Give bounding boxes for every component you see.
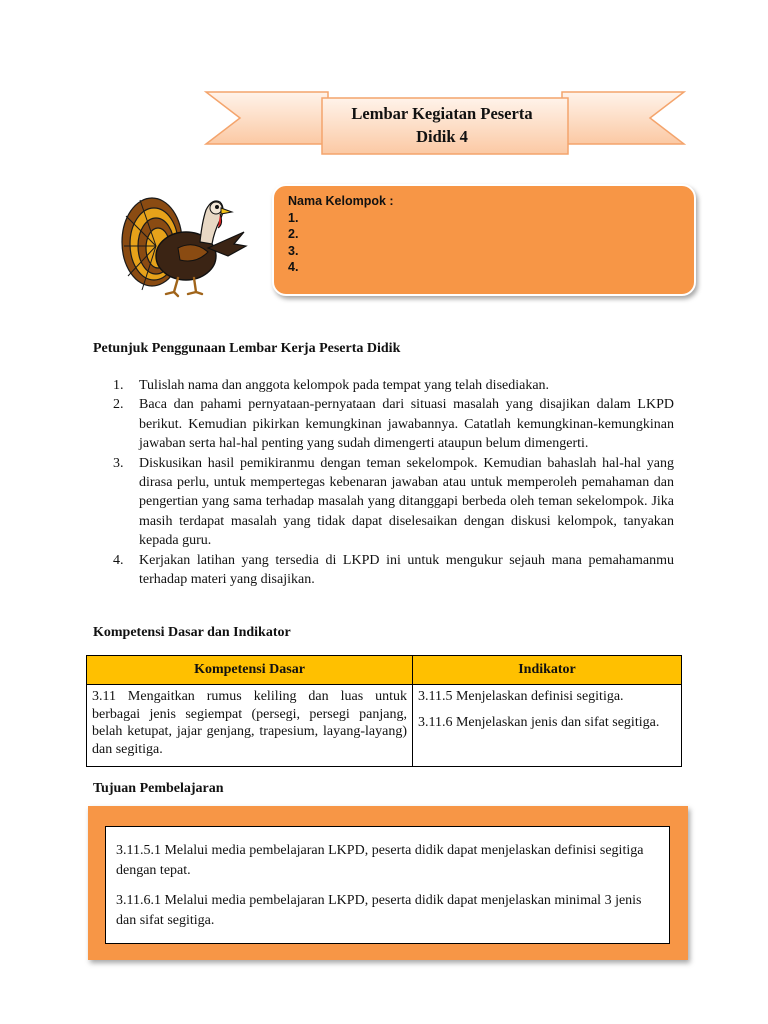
indicator-item: 3.11.5 Menjelaskan definisi segitiga. bbox=[418, 689, 624, 704]
objective-item: 3.11.5.1 Melalui media pembelajaran LKPD, peserta didik dapat menjelaskan definisi segitiga dengan tepat. bbox=[116, 843, 644, 878]
indicator-item: 3.11.6 Menjelaskan jenis dan sifat segitiga. bbox=[418, 714, 660, 730]
group-member-4[interactable]: 4. bbox=[288, 260, 299, 274]
objectives-box bbox=[105, 826, 670, 944]
header-kompetensi-dasar: Kompetensi Dasar bbox=[87, 656, 413, 685]
instruction-number: 2. bbox=[113, 397, 124, 413]
group-name-label: Nama Kelompok : bbox=[288, 194, 394, 208]
worksheet-title bbox=[322, 97, 562, 153]
instruction-text: Diskusikan hasil pemikiranmu dengan teman sekelompok. Kemudian bahaslah hal-hal yang dirasa perlu, untuk mempertegas kebenaran jawaban atau untuk memperoleh pemahaman dan pengertian yang sama terhadap masalah yang ditanggapi berbeda oleh teman sekelompok. Jika masih terdapat masalah yang tidak dapat diselesaikan dengan diskusi kelompok, tanyakan kepada guru. bbox=[139, 455, 674, 549]
table-header-row bbox=[87, 656, 682, 685]
competency-table bbox=[86, 655, 682, 767]
group-name-box bbox=[272, 184, 696, 296]
table-row bbox=[87, 685, 682, 767]
objectives-heading: Tujuan Pembelajaran bbox=[93, 781, 224, 796]
instruction-text: Baca dan pahami pernyataan-pernyataan dari situasi masalah yang disajikan dalam LKPD berikut. Kemudian pikirkan kemungkinan jawabannya. Catatlah kemungkinan-kemungkinan jawaban serta hal-hal penting yang sudah dimengerti ataupun belum dimengerti. bbox=[139, 397, 674, 452]
header-indikator: Indikator bbox=[413, 656, 682, 685]
instruction-item bbox=[113, 395, 674, 453]
group-member-1[interactable]: 1. bbox=[288, 210, 299, 225]
instruction-number: 4. bbox=[113, 552, 124, 568]
instruction-item bbox=[113, 551, 674, 590]
competency-heading: Kompetensi Dasar dan Indikator bbox=[93, 625, 291, 640]
group-member-2[interactable]: 2. bbox=[288, 227, 299, 241]
group-member-3[interactable]: 3. bbox=[288, 243, 299, 258]
title-line-1: Lembar Kegiatan Peserta bbox=[351, 104, 533, 123]
instruction-item bbox=[113, 376, 674, 395]
turkey-illustration bbox=[116, 186, 256, 298]
instruction-text: Kerjakan latihan yang tersedia di LKPD ini untuk mengukur sejauh mana pemahamanmu terhadap materi yang disajikan. bbox=[139, 552, 674, 588]
title-line-2: Didik 4 bbox=[416, 127, 468, 146]
objective-item: 3.11.6.1 Melalui media pembelajaran LKPD, peserta didik dapat menjelaskan minimal 3 jenis dan sifat segitiga. bbox=[116, 893, 642, 928]
instruction-number: 1. bbox=[113, 378, 124, 393]
kd-cell: 3.11 Mengaitkan rumus keliling dan luas untuk berbagai jenis segiempat (persegi, persegi panjang, belah ketupat, jajar genjang, trapesium, layang-layang) dan segitiga. bbox=[87, 685, 413, 767]
instruction-text: Tulislah nama dan anggota kelompok pada tempat yang telah disediakan. bbox=[139, 378, 550, 393]
instruction-number: 3. bbox=[113, 455, 124, 471]
instructions-heading: Petunjuk Penggunaan Lembar Kerja Peserta Didik bbox=[93, 341, 401, 356]
instructions-list bbox=[113, 376, 674, 589]
indicator-cell bbox=[413, 685, 682, 767]
instruction-item bbox=[113, 454, 674, 551]
